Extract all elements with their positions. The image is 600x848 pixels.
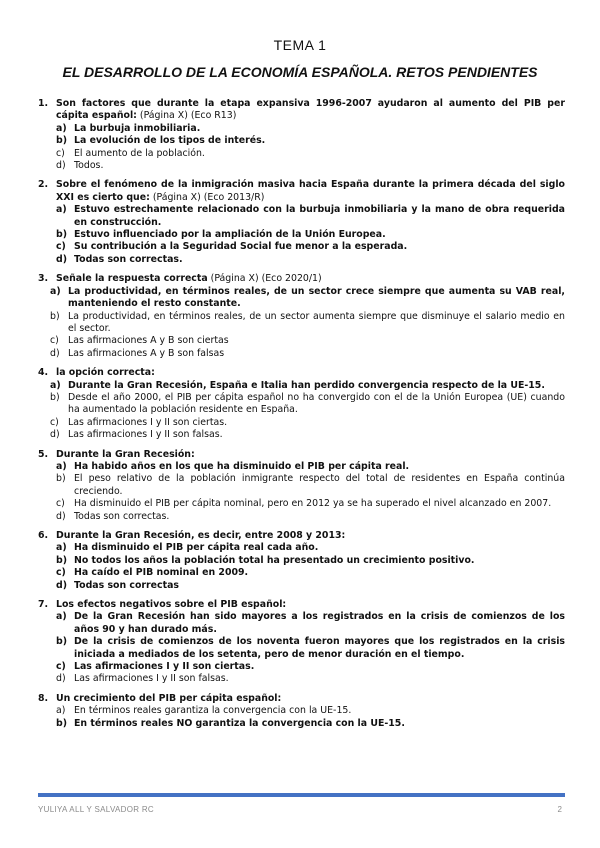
- option-a: a) Ha disminuido el PIB per cápita real cada año.: [56, 542, 319, 554]
- option-b: b) De la crisis de comienzos de los noventa fueron mayores que los registrados en la crisis iniciada a mediados de los setenta, pero de menor duración en el tiempo.: [56, 636, 565, 660]
- question-number: 5.: [38, 448, 49, 460]
- option-b: b) Desde el año 2000, el PIB per cápita español no ha convergido con el de la Unión Europea (UE) cuando ha aumentado la población residente en España.: [50, 391, 565, 416]
- question-number: 6.: [38, 530, 49, 541]
- option-c: c) El aumento de la población.: [56, 147, 205, 159]
- page-title: EL DESARROLLO DE LA ECONOMÍA ESPAÑOLA. RETOS PENDIENTES: [62, 64, 538, 80]
- question-number: 2.: [38, 179, 49, 191]
- option-a: a) Estuvo estrechamente relacionado con la burbuja inmobiliaria y la mano de obra requerida en construcción.: [56, 204, 565, 228]
- question-3: [38, 273, 565, 360]
- question-stem: Son factores que durante la etapa expansiva 1996-2007 ayudaron al aumento del PIB per cápita español: (Página X) (Eco R13): [56, 98, 565, 122]
- option-d: d) Las afirmaciones I y II son falsas.: [56, 673, 229, 685]
- option-d: d) Todas son correctas.: [56, 510, 170, 522]
- question-stem: Un crecimiento del PIB per cápita español:: [56, 692, 282, 704]
- option-b: b) No todos los años la población total ha presentado un crecimiento positivo.: [56, 554, 475, 566]
- option-b: b) En términos reales NO garantiza la convergencia con la UE-15.: [56, 717, 405, 729]
- option-c: c) Su contribución a la Seguridad Social fue menor a la esperada.: [56, 241, 408, 253]
- question-8: [38, 693, 565, 730]
- question-2: [38, 179, 565, 266]
- option-a: a) Ha habido años en los que ha disminuido el PIB per cápita real.: [56, 460, 410, 472]
- option-d: d) Todos.: [56, 160, 104, 172]
- topic-number: TEMA 1: [273, 37, 327, 53]
- page-number: 2: [557, 805, 562, 814]
- option-a: a) De la Gran Recesión han sido mayores a los registrados en la crisis de comienzos de los años 90 y han durado más.: [56, 611, 565, 635]
- option-b: b) La productividad, en términos reales, de un sector aumenta siempre que disminuye el salario medio en el sector.: [50, 310, 565, 334]
- option-d: d) Todas son correctas.: [56, 253, 183, 265]
- option-c: c) Ha disminuido el PIB per cápita nominal, pero en 2012 ya se ha superado el nivel alcanzado en 2007.: [56, 498, 552, 510]
- footer-divider: [38, 793, 565, 797]
- option-d: d) Las afirmaciones I y II son falsas.: [50, 429, 223, 441]
- question-stem: Los efectos negativos sobre el PIB español:: [56, 599, 287, 611]
- question-number: 7.: [38, 599, 49, 611]
- option-a: a) La burbuja inmobiliaria.: [56, 122, 201, 134]
- option-b: b) La evolución de los tipos de interés.: [56, 135, 266, 147]
- question-stem: Señale la respuesta correcta (Página X) (Eco 2020/1): [56, 273, 322, 285]
- question-stem: Sobre el fenómeno de la inmigración masiva hacia España durante la primera década del siglo XXI es cierto que: (Página X) (Eco 2013/R): [56, 179, 565, 203]
- question-stem: Durante la Gran Recesión:: [56, 448, 195, 460]
- question-6: [38, 530, 565, 592]
- footer-authors: YULIYA ALL Y SALVADOR RC: [38, 805, 154, 814]
- option-a: a) Durante la Gran Recesión, España e Italia han perdido convergencia respecto de la UE-15.: [50, 379, 545, 391]
- option-b: b) Estuvo influenciado por la ampliación de la Unión Europea.: [56, 229, 386, 241]
- option-c: c) Las afirmaciones I y II son ciertas.: [50, 416, 228, 428]
- option-c: c) Las afirmaciones I y II son ciertas.: [56, 661, 255, 673]
- option-c: c) Ha caído el PIB nominal en 2009.: [56, 567, 249, 579]
- question-number: 8.: [38, 692, 49, 704]
- question-stem: Durante la Gran Recesión, es decir, entre 2008 y 2013:: [56, 530, 346, 541]
- option-d: d) Todas son correctas: [56, 579, 179, 591]
- option-a: a) La productividad, en términos reales, de un sector crece siempre que aumenta su VAB real, manteniendo el resto constante.: [50, 285, 565, 310]
- question-stem: la opción correcta:: [56, 367, 155, 379]
- option-b: b) El peso relativo de la población inmigrante respecto del total de residentes en España continúa creciendo.: [56, 473, 565, 497]
- question-number: 4.: [38, 367, 49, 379]
- question-list: [38, 98, 565, 737]
- question-4: [38, 367, 565, 441]
- option-c: c) Las afirmaciones A y B son ciertas: [50, 335, 229, 347]
- question-5: [38, 449, 565, 523]
- question-1: [38, 98, 565, 172]
- option-d: d) Las afirmaciones A y B son falsas: [50, 347, 225, 359]
- question-number: 3.: [38, 273, 49, 285]
- question-7: [38, 599, 565, 686]
- question-number: 1.: [38, 98, 49, 109]
- option-a: a) En términos reales garantiza la convergencia con la UE-15.: [56, 705, 352, 717]
